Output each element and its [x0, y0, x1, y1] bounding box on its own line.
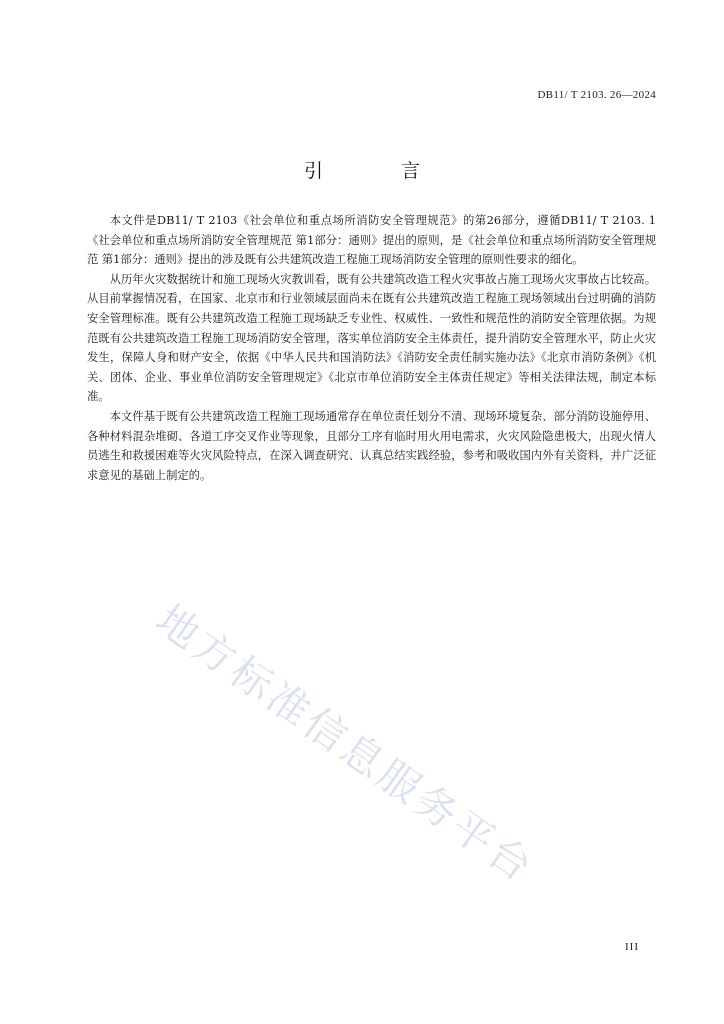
page-title: 引 言 [303, 160, 457, 182]
introduction-body [87, 211, 656, 485]
intro-paragraph-3: 本文件基于既有公共建筑改造工程施工现场通常存在单位责任划分不清、现场环境复杂、部分消防设施停用、各种材料混杂堆砌、各道工序交叉作业等现象，且部分工序有临时用火用电需求，火灾风险隐患极大，出现火情人员逃生和救援困难等火灾风险特点，在深入调查研究、认真总结实践经验，参考和吸收国内外有关资料，并广泛征求意见的基础上制定的。 [87, 409, 656, 482]
page-number: III [625, 941, 639, 953]
intro-paragraph-1: 本文件是DB11/ T 2103《社会单位和重点场所消防安全管理规范》的第26部分，遵循DB11/ T 2103. 1《社会单位和重点场所消防安全管理规范 第1部分：通则》提出的原则，是《社会单位和重点场所消防安全管理规范 第1部分：通则》提出的涉及既有公共建筑改造工程施工现场消防安全管理的原则性要求的细化。 [87, 214, 656, 267]
watermark: 地方标准信息服务平台 [147, 595, 544, 893]
standard-code-header: DB11/ T 2103. 26—2024 [537, 89, 656, 101]
intro-paragraph-2: 从历年火灾数据统计和施工现场火灾教训看，既有公共建筑改造工程火灾事故占施工现场火灾事故占比较高。从目前掌握情况看，在国家、北京市和行业领域层面尚未在既有公共建筑改造工程施工现场领域出台过明确的消防安全管理标准。既有公共建筑改造工程施工现场缺乏专业性、权威性、一致性和规范性的消防安全管理依据。为规范既有公共建筑改造工程施工现场消防安全管理，落实单位消防安全主体责任，提升消防安全管理水平，防止火灾发生，保障人身和财产安全，依据《中华人民共和国消防法》《消防安全责任制实施办法》《北京市消防条例》《机关、团体、企业、事业单位消防安全管理规定》《北京市单位消防安全主体责任规定》等相关法律法规，制定本标准。 [87, 272, 656, 404]
